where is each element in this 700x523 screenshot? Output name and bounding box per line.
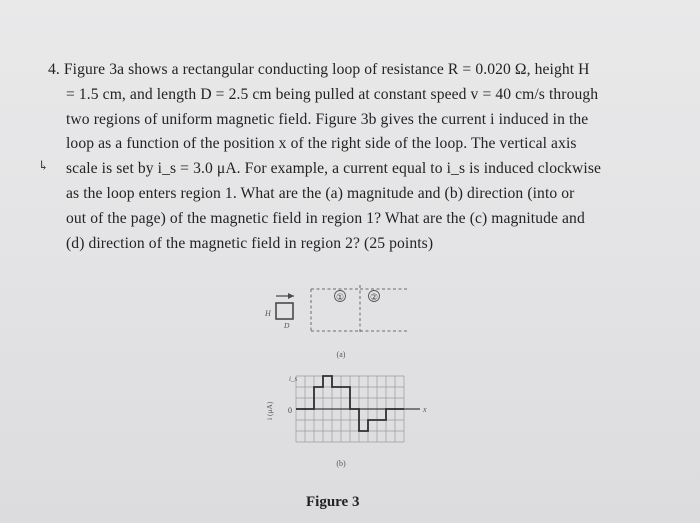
problem-line: out of the page) of the magnetic field in region 1? What are the (c) magnitude and	[66, 209, 585, 227]
is-tick-label: i_s	[289, 375, 298, 383]
figure-caption: Figure 3	[306, 494, 360, 510]
figure-3a-label: (a)	[336, 350, 346, 359]
problem-line: (d) direction of the magnetic field in region 2? (25 points)	[66, 234, 434, 252]
problem-line: 4. Figure 3a shows a rectangular conducting loop of resistance R = 0.020 Ω, height H	[48, 61, 590, 78]
figure-3a	[264, 285, 408, 359]
problem-line: loop as a function of the position x of the right side of the loop. The vertical axis	[66, 135, 577, 153]
margin-mark: ↳	[38, 158, 49, 173]
velocity-arrowhead	[288, 293, 294, 299]
loop-height-label: H	[265, 309, 271, 318]
problem-line: two regions of uniform magnetic field. Figure 3b gives the current i induced in the	[66, 110, 589, 128]
zero-tick-label: 0	[288, 406, 292, 415]
problem-line: scale is set by i_s = 3.0 μA. For example, a current equal to i_s is induced clockwise	[66, 160, 602, 178]
figure-3b-label: (b)	[336, 459, 346, 468]
region-1-label: ①	[335, 293, 345, 303]
region-2-label: ②	[369, 293, 379, 303]
x-axis-label: x	[423, 405, 427, 414]
conducting-loop	[276, 303, 293, 319]
problem-line: = 1.5 cm, and length D = 2.5 cm being pulled at constant speed v = 40 cm/s through	[66, 85, 599, 103]
loop-length-label: D	[284, 321, 290, 330]
figure-3b	[265, 375, 427, 468]
problem-line: as the loop enters region 1. What are the (a) magnitude and (b) direction (into or	[66, 184, 575, 202]
y-axis-label: i (μA)	[265, 401, 274, 420]
